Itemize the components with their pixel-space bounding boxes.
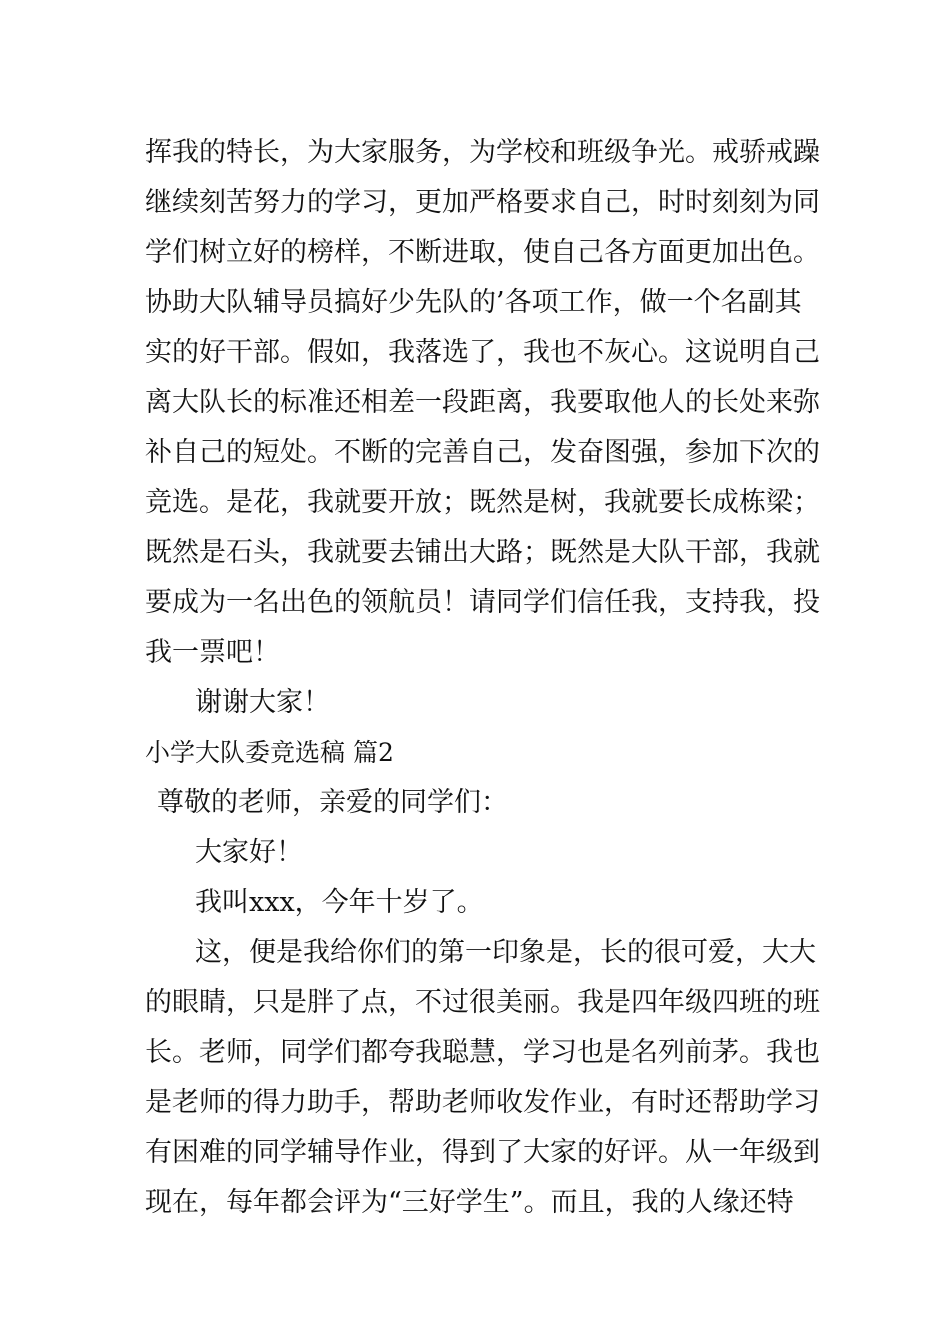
paragraph-line: 我一票吧！ bbox=[145, 637, 280, 668]
paragraph-line: 离大队长的标准还相差一段距离，我要取他人的长处来弥 bbox=[145, 387, 820, 418]
paragraph-line: 实的好干部。假如，我落选了，我也不灰心。这说明自己 bbox=[145, 337, 820, 368]
paragraph-line: 挥我的特长，为大家服务，为学校和班级争光。戒骄戒躁 bbox=[145, 137, 820, 168]
paragraph-line: 继续刻苦努力的学习，更加严格要求自己，时时刻刻为同 bbox=[145, 187, 820, 218]
paragraph-line: 是老师的得力助手，帮助老师收发作业，有时还帮助学习 bbox=[145, 1087, 820, 1118]
paragraph-line: 补自己的短处。不断的完善自己，发奋图强，参加下次的 bbox=[145, 437, 820, 468]
paragraph-line: 长。老师，同学们都夸我聪慧，学习也是名列前茅。我也 bbox=[145, 1037, 820, 1068]
section-heading: 小学大队委竞选稿 篇2 bbox=[145, 738, 394, 767]
paragraph-line: 现在，每年都会评为“三好学生”。而且，我的人缘还特 bbox=[145, 1187, 794, 1218]
paragraph-line: 既然是石头，我就要去铺出大路；既然是大队干部，我就 bbox=[145, 537, 820, 568]
thanks-line: 谢谢大家！ bbox=[195, 687, 330, 718]
intro-line: 我叫xxx，今年十岁了。 bbox=[195, 887, 484, 918]
greeting-line: 大家好！ bbox=[195, 837, 303, 868]
document-body bbox=[145, 128, 820, 1228]
paragraph-line: 要成为一名出色的领航员！请同学们信任我，支持我，投 bbox=[145, 587, 820, 618]
paragraph-line: 的眼睛，只是胖了点，不过很美丽。我是四年级四班的班 bbox=[145, 987, 820, 1018]
paragraph-line: 协助大队辅导员搞好少先队的’各项工作，做一个名副其 bbox=[145, 287, 802, 318]
salutation-line: 尊敬的老师，亲爱的同学们： bbox=[157, 787, 508, 818]
paragraph-line: 这，便是我给你们的第一印象是，长的很可爱，大大 bbox=[195, 937, 816, 968]
paragraph-line: 竞选。是花，我就要开放；既然是树，我就要长成栋梁； bbox=[145, 487, 820, 518]
paragraph-line: 学们树立好的榜样，不断进取，使自己各方面更加出色。 bbox=[145, 237, 820, 268]
paragraph-line: 有困难的同学辅导作业，得到了大家的好评。从一年级到 bbox=[145, 1137, 820, 1168]
